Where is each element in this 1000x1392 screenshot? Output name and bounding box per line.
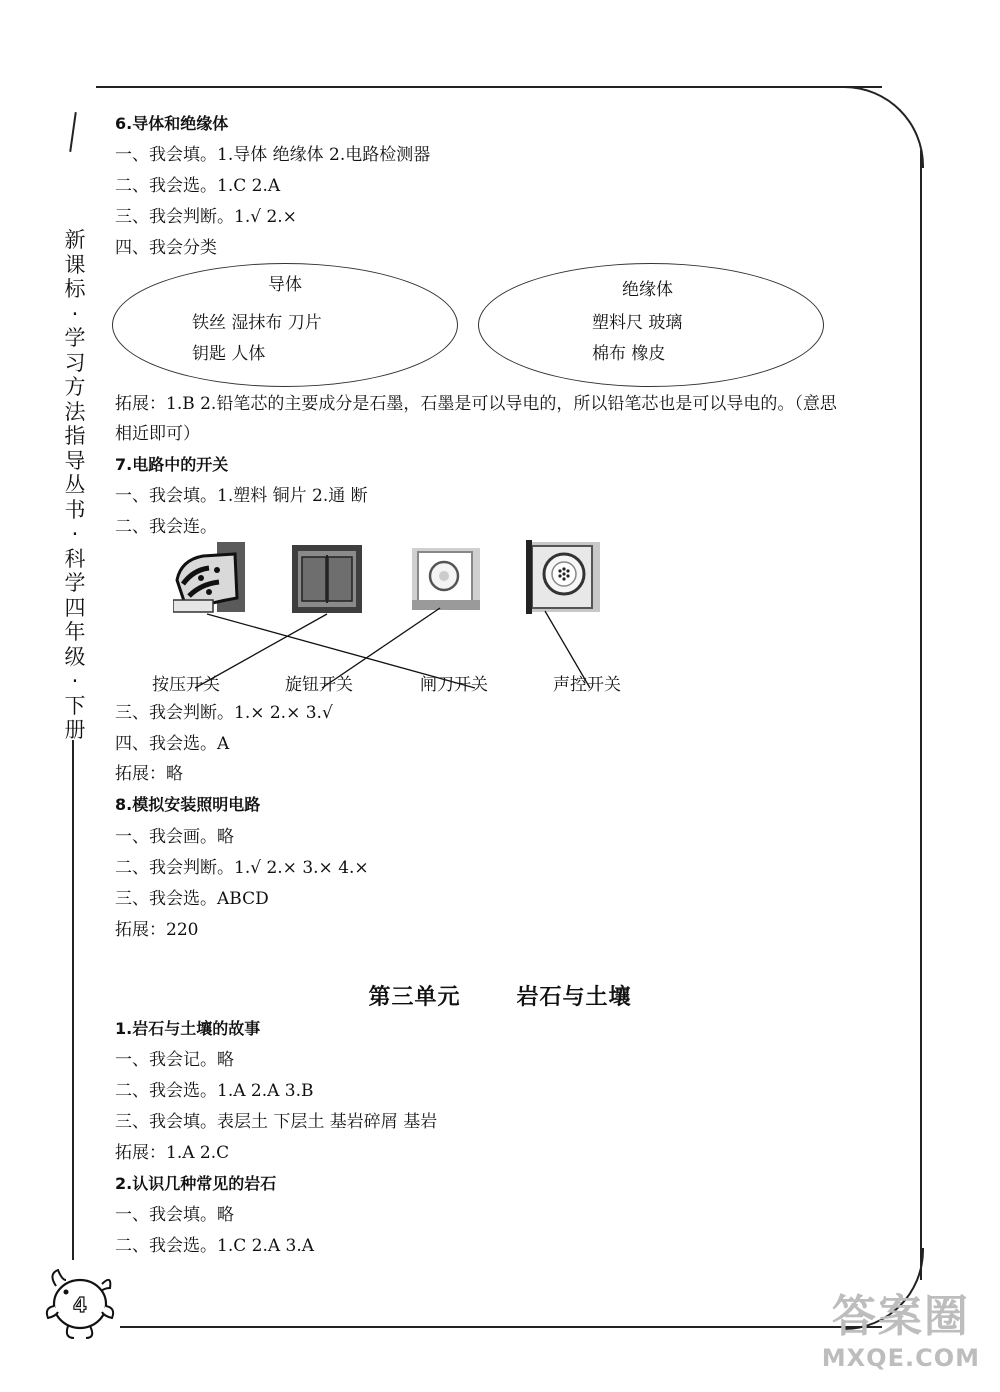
switch-label-knob: 旋钮开关	[285, 675, 353, 695]
switch-label-knife: 闸刀开关	[420, 675, 488, 695]
section-8-heading: 8.模拟安装照明电路	[115, 795, 261, 814]
conductor-items: 钥匙 人体	[192, 344, 266, 364]
insulator-items: 塑料尺 玻璃	[592, 313, 683, 333]
switch-label-push: 按压开关	[152, 675, 220, 695]
s8-answer-line: 三、我会选。ABCD	[115, 889, 269, 909]
unit3-lesson2-heading: 2.认识几种常见的岩石	[115, 1174, 277, 1193]
s6-extension: 拓展：1.B 2.铅笔芯的主要成分是石墨，石墨是可以导电的，所以铅笔芯也是可以导电的。（意思	[115, 394, 837, 414]
frame-bottom-line	[120, 1326, 882, 1328]
switch-label-sound: 声控开关	[553, 675, 621, 695]
s8-answer-line: 二、我会判断。1.√ 2.× 3.× 4.×	[115, 858, 369, 878]
s6-answer-line: 三、我会判断。1.√ 2.×	[115, 207, 297, 227]
u1-answer-line: 二、我会选。1.A 2.A 3.B	[115, 1081, 314, 1101]
s8-answer-line: 一、我会画。略	[115, 827, 234, 847]
u1-answer-line: 三、我会填。表层土 下层土 基岩碎屑 基岩	[115, 1112, 438, 1132]
u1-answer-line: 一、我会记。略	[115, 1050, 234, 1070]
s6-answer-line: 二、我会选。1.C 2.A	[115, 176, 281, 196]
u1-extension: 拓展：1.A 2.C	[115, 1143, 230, 1163]
unit-name: 岩石与土壤	[516, 985, 632, 1010]
u2-answer-line: 一、我会填。略	[115, 1205, 234, 1225]
unit-title	[0, 980, 1000, 1011]
watermark-main: 答案圈	[831, 1291, 970, 1342]
s7-answer-line: 二、我会连。	[115, 517, 217, 537]
s7-answer-line: 三、我会判断。1.× 2.× 3.√	[115, 703, 333, 723]
watermark-logo	[822, 1280, 980, 1372]
insulator-title: 绝缘体	[622, 280, 673, 300]
s7-extension: 拓展：略	[115, 764, 183, 784]
page-number: 4	[73, 1293, 87, 1317]
conductor-title: 导体	[268, 275, 302, 295]
section-6-heading: 6.导体和绝缘体	[115, 114, 229, 133]
s7-answer-line: 四、我会选。A	[115, 734, 230, 754]
unit-number: 第三单元	[368, 985, 461, 1010]
insulator-items: 棉布 橡皮	[592, 344, 666, 364]
page-number-bird-icon	[44, 1266, 116, 1342]
s6-extension: 相近即可）	[115, 424, 200, 444]
watermark-url: MXQE.COM	[821, 1344, 980, 1372]
s8-extension: 拓展：220	[115, 920, 199, 940]
s6-answer-line: 四、我会分类	[115, 238, 217, 258]
s6-answer-line: 一、我会填。1.导体 绝缘体 2.电路检测器	[115, 145, 431, 165]
s7-answer-line: 一、我会填。1.塑料 铜片 2.通 断	[115, 486, 368, 506]
section-7-heading: 7.电路中的开关	[115, 455, 229, 474]
series-title: 新 课 标 · 学 习 方 法 指 导 丛 书 · 科 学 四 年 级 · 下 册	[64, 228, 86, 742]
u2-answer-line: 二、我会选。1.C 2.A 3.A	[115, 1236, 315, 1256]
conductor-items: 铁丝 湿抹布 刀片	[192, 313, 322, 333]
unit3-lesson1-heading: 1.岩石与土壤的故事	[115, 1019, 261, 1038]
